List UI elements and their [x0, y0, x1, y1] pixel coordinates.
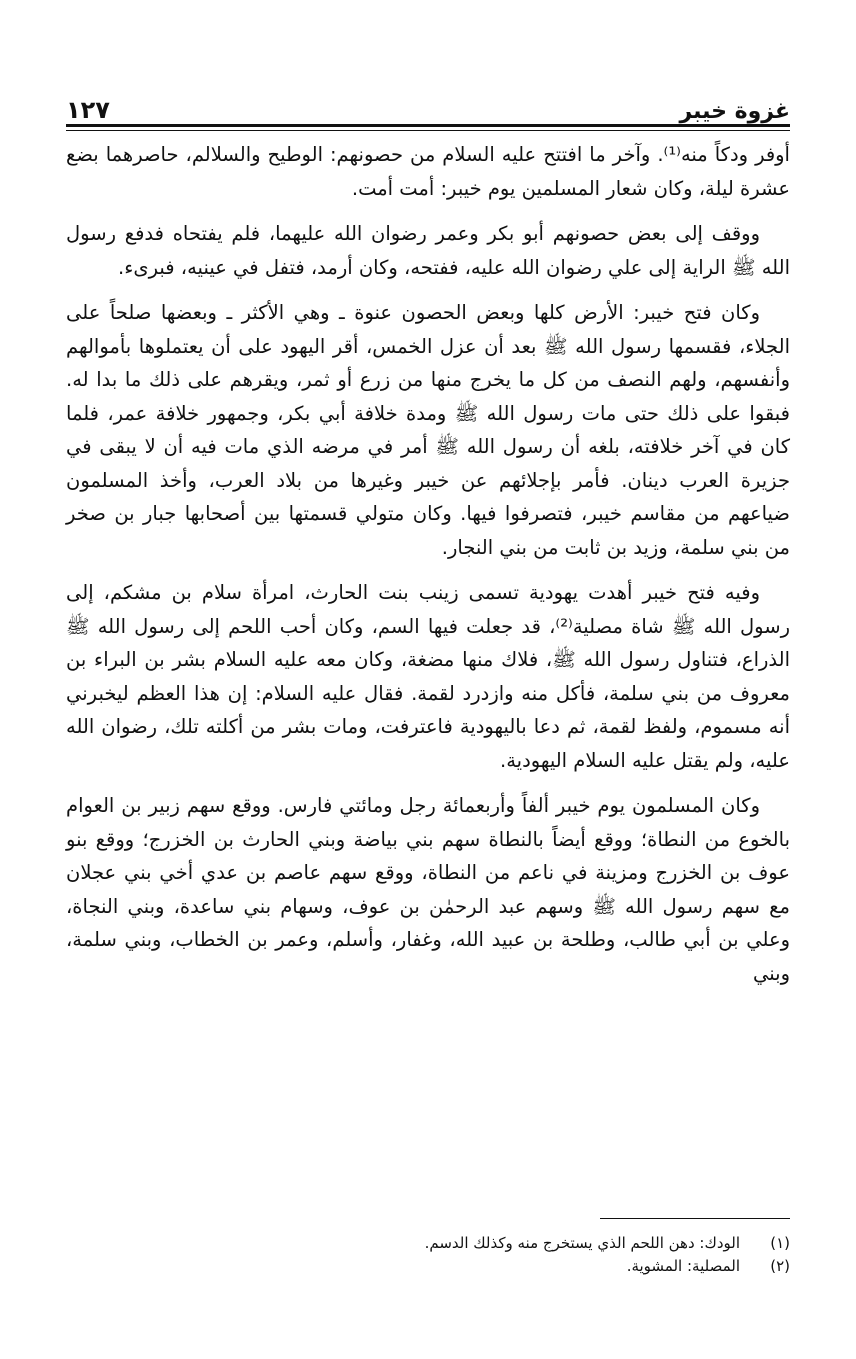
running-header: [66, 88, 790, 124]
paragraph: وفيه فتح خيبر أهدت يهودية تسمى زينب بنت الحارث، امرأة سلام بن مشكم، إلى رسول الله ﷺ شاة مصلية⁽²⁾، قد جعلت فيها السم، وكان أحب اللحم إلى رسول الله ﷺ الذراع، فتناول رسول الله ﷺ، فلاك منها مضغة، وكان معه عليه السلام بشر بن البراء بن معروف من بني سلمة، فأكل منه وازدرد لقمة. فقال عليه السلام: إن هذا العظم ليخبرني أنه مسموم، ولفظ لقمة، ثم دعا باليهودية فاعترفت، ومات بشر من أكلته تلك، رضوان الله عليه، ولم يقتل عليه السلام اليهودية.: [66, 581, 790, 772]
footnote-text: الودك: دهن اللحم الذي يستخرج منه وكذلك الدسم.: [424, 1234, 740, 1252]
header-rule-thin: [66, 130, 790, 131]
paragraph: ووقف إلى بعض حصونهم أبو بكر وعمر رضوان الله عليهما، فلم يفتحاه فدفع رسول الله ﷺ الراية إلى علي رضوان الله عليه، ففتحه، وكان أرمد، فتفل في عينيه، فبرىء.: [66, 222, 790, 279]
footnote-number: (١): [770, 1234, 790, 1252]
paragraph: وكان المسلمون يوم خيبر ألفاً وأربعمائة رجل ومائتي فارس. ووقع سهم زبير بن العوام بالخوع من النطاة؛ ووقع أيضاً بالنطاة سهم بني بياضة وبني الحارث بن الخزرج؛ ووقع بنو عوف بن الخزرج ومزينة في ناعم من النطاة، ووقع سهم عاصم بن عدي أخي بني عجلان مع سهم رسول الله ﷺ وسهم عبد الرحمٰن بن عوف، وسهام بني ساعدة، وبني النجاة، وعلي بن أبي طالب، وطلحة بن عبيد الله، وغفار، وأسلم، وعمر بن الخطاب، وبني سلمة، وبني: [66, 794, 790, 985]
main-text: [66, 138, 790, 1002]
footnotes: [66, 1232, 790, 1278]
footnote: [66, 1232, 790, 1255]
page-number: ١٢٧: [66, 96, 110, 124]
footnote-text: المصلية: المشوية.: [626, 1257, 740, 1275]
chapter-title: غزوة خيبر: [679, 99, 790, 124]
footnote-number: (٢): [770, 1257, 790, 1275]
paragraph: وكان فتح خيبر: الأرض كلها وبعض الحصون عنوة ـ وهي الأكثر ـ وبعضها صلحاً على الجلاء، فقسمها رسول الله ﷺ بعد أن عزل الخمس، أقر اليهود على أن يعتملوها بأموالهم وأنفسهم، ولهم النصف من كل ما يخرج منها من زرع أو ثمر، ويقرهم على ذلك ما بدا له. فبقوا على ذلك حتى مات رسول الله ﷺ ومدة خلافة أبي بكر، وجمهور خلافة عمر، فلما كان في آخر خلافته، بلغه أن رسول الله ﷺ أمر في مرضه الذي مات فيه أن لا يبقى في جزيرة العرب دينان. فأمر بإجلائهم عن خيبر وغيرها من بلاد العرب، وأخذ المسلمون ضياعهم من مقاسم خيبر، فتصرفوا فيها. وكان متولي قسمتها بين أصحابها جبار بن صخر من بني سلمة، وزيد بن ثابت من بني النجار.: [66, 301, 790, 559]
footnote: [66, 1255, 790, 1278]
paragraph: أوفر ودكاً منه⁽¹⁾. وآخر ما افتتح عليه السلام من حصونهم: الوطيح والسلالم، حاصرهما بضع عشرة ليلة، وكان شعار المسلمين يوم خيبر: أمت أمت.: [66, 143, 790, 200]
header-rule-thick: [66, 124, 790, 127]
footnote-separator: [600, 1218, 790, 1219]
